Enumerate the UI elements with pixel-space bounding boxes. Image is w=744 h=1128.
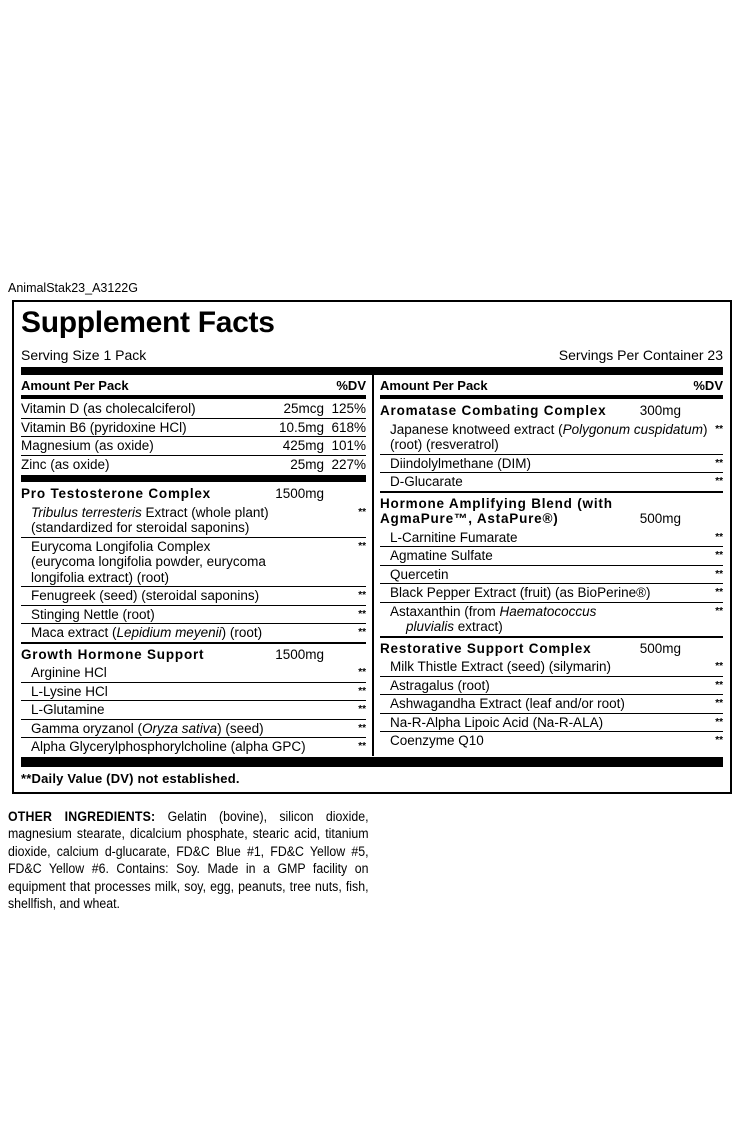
ingredient-name-line (380, 496, 625, 512)
ingredient-name (21, 684, 268, 700)
ingredient-name-line (390, 437, 625, 453)
name-text: L-Glutamine (31, 702, 105, 717)
ingredient-name-line (31, 625, 268, 641)
ingredient-name-line (31, 665, 268, 681)
ingredient-name-line (390, 530, 625, 546)
ingredient-name (380, 530, 625, 546)
ingredient-name-line (31, 554, 268, 570)
ingredient-name-line (390, 715, 625, 731)
name-text: Magnesium (as oxide) (21, 438, 154, 453)
dv-value: ** (715, 698, 723, 709)
nutrient-row (21, 400, 366, 418)
name-text: Coenzyme Q10 (390, 733, 484, 748)
amount-value: 1500mg (275, 646, 324, 662)
dv-value: ** (715, 457, 723, 469)
ingredient-name-line (390, 733, 625, 749)
latin-name: Tribulus terresteris (31, 504, 142, 520)
name-text: Diindolylmethane (DIM) (390, 455, 532, 471)
serving-info-row (21, 347, 723, 363)
ingredient-name-line (390, 585, 651, 601)
other-ingredients-text: Gelatin (bovine), silicon dioxide, magnesium stearate, dicalcium phosphate, stearic acid, titanium dioxide, calcium d-glucarate, FD&C Blue #1, FD&C Yellow #5, FD&C Yellow #6. Contains: Soy. Made in a GMP facility on equipment that processes milk, soy, egg, peanuts, tree nuts, fish, shellfish, and wheat. (8, 808, 369, 912)
facts-column-left (21, 375, 372, 756)
other-ingredients-label: OTHER INGREDIENTS: (8, 808, 156, 824)
dv-value: ** (715, 661, 723, 672)
name-text: Restorative Support Complex (380, 640, 592, 656)
ingredient-name (21, 607, 268, 623)
dv-value: ** (715, 735, 723, 746)
name-text: longifolia extract) (root) (31, 569, 170, 585)
latin-name: Haematococcus (499, 603, 597, 619)
name-text: ) (seed) (217, 720, 264, 736)
ingredient-name-line (31, 702, 268, 718)
latin-name: Polygonum cuspidatum (562, 421, 703, 437)
ingredient-name (21, 625, 268, 641)
ingredient-name (380, 641, 625, 657)
section-row (380, 636, 723, 659)
nutrient-row (21, 455, 366, 474)
name-text: Zinc (as oxide) (21, 456, 110, 472)
dv-value: ** (715, 550, 723, 561)
other-ingredients (8, 808, 369, 914)
ingredient-row (380, 421, 723, 454)
amount-value: 500mg (639, 511, 681, 526)
ingredient-name (21, 401, 268, 417)
dv-value: ** (358, 667, 366, 678)
latin-name: pluvialis (406, 619, 455, 634)
name-text: AgmaPure™, AstaPure®) (380, 511, 559, 526)
name-text: Vitamin D (as cholecalciferol) (21, 401, 196, 416)
panel-title: Supplement Facts (21, 306, 275, 339)
name-text: Eurycoma Longifolia Complex (31, 538, 211, 554)
ingredient-name-line (390, 567, 625, 583)
ingredient-name-line (390, 548, 625, 564)
ingredient-name (21, 588, 268, 604)
name-text: L-Carnitine Fumarate (390, 529, 518, 545)
name-text: (eurycoma longifolia powder, eurycoma (31, 554, 266, 569)
ingredient-name (21, 739, 306, 755)
section-divider-bar (380, 395, 723, 399)
dv-value: ** (358, 506, 366, 518)
ingredient-row (21, 664, 366, 682)
ingredient-name (21, 505, 268, 536)
dv-value: 125% (331, 401, 366, 416)
daily-value-footnote: **Daily Value (DV) not established. (21, 770, 240, 786)
latin-name: Oryza sativa (142, 720, 218, 736)
name-text: Gamma oryzanol ( (31, 720, 143, 736)
dv-value: ** (358, 627, 366, 638)
ingredient-name-line (21, 457, 268, 473)
ingredient-name (380, 604, 625, 635)
ingredient-row (21, 605, 366, 624)
ingredient-name-line (390, 659, 625, 675)
ingredient-name (380, 585, 651, 601)
name-text: Fenugreek (seed) (steroidal saponins) (31, 588, 260, 603)
ingredient-name (21, 539, 268, 586)
ingredient-name-line (390, 619, 625, 635)
ingredient-row (21, 537, 366, 587)
name-text: Astragalus (root) (390, 677, 490, 693)
name-text: ) (702, 421, 708, 437)
name-text: Alpha Glycerylphosphorylcholine (alpha GPC) (31, 739, 306, 754)
name-text: (standardized for steroidal saponins) (31, 520, 250, 535)
dv-value: ** (715, 587, 723, 598)
name-text: D-Glucarate (390, 474, 463, 489)
ingredient-row (21, 504, 366, 537)
dv-value: ** (715, 716, 723, 728)
ingredient-name-line (31, 570, 268, 586)
ingredient-name-line (21, 420, 268, 436)
section-row (21, 642, 366, 665)
name-text: Vitamin B6 (pyridoxine HCl) (21, 419, 187, 435)
ingredient-name (21, 420, 268, 436)
nutrient-row (21, 418, 366, 437)
ingredient-name-line (380, 641, 625, 657)
name-text: Stinging Nettle (root) (31, 606, 155, 622)
name-text: (root) (resveratrol) (390, 437, 499, 452)
dv-value: ** (358, 608, 366, 620)
product-code: AnimalStak23_A3122G (8, 281, 138, 295)
column-header (380, 375, 723, 395)
ingredient-name (21, 721, 268, 737)
dv-value: ** (358, 685, 366, 697)
ingredient-name (380, 456, 625, 472)
name-text: Growth Hormone Support (21, 646, 205, 662)
ingredient-name (21, 457, 268, 473)
ingredient-name (380, 733, 625, 749)
name-text: Pro Testosterone Complex (21, 486, 211, 501)
amount-value: 25mcg (283, 401, 324, 416)
name-text: Milk Thistle Extract (seed) (silymarin) (390, 659, 612, 674)
ingredient-name-line (31, 739, 306, 755)
supplement-facts-panel (12, 300, 732, 794)
name-text: Quercetin (390, 566, 449, 582)
name-text: extract) (454, 619, 503, 634)
column-header-amount-label: Amount Per Pack (380, 378, 488, 393)
dv-value: ** (715, 679, 723, 691)
servings-per-container: Servings Per Container 23 (558, 347, 723, 363)
ingredient-name-line (31, 520, 268, 536)
dv-value: ** (715, 605, 723, 617)
dv-value: ** (715, 531, 723, 543)
dv-value: ** (358, 540, 366, 552)
footer-divider-bar (21, 757, 723, 767)
dv-value: ** (715, 568, 723, 580)
section-divider-bar (21, 475, 366, 482)
ingredient-row (380, 472, 723, 491)
ingredient-name-line (31, 588, 268, 604)
name-text: Aromatase Combating Complex (380, 403, 607, 418)
dv-value: 227% (331, 456, 366, 472)
ingredient-name-line (21, 486, 268, 502)
ingredient-row (21, 700, 366, 719)
ingredient-name (21, 702, 268, 718)
ingredient-name (21, 438, 268, 454)
ingredient-name (380, 474, 625, 490)
column-header-dv-label: %DV (693, 378, 723, 393)
ingredient-row (380, 713, 723, 732)
ingredient-row (380, 658, 723, 676)
amount-value: 300mg (639, 403, 681, 418)
section-row (21, 483, 366, 504)
ingredient-name (380, 696, 625, 712)
name-text: Astaxanthin (from (390, 603, 500, 619)
facts-column-right (372, 375, 723, 756)
ingredient-row (380, 583, 723, 602)
ingredient-name-line (31, 539, 268, 555)
name-text: Na-R-Alpha Lipoic Acid (Na-R-ALA) (390, 714, 604, 730)
amount-value: 10.5mg (278, 419, 324, 435)
column-header (21, 375, 366, 395)
ingredient-name-line (31, 505, 268, 521)
name-text: L-Lysine HCl (31, 683, 108, 699)
section-divider-bar (21, 395, 366, 399)
ingredient-name-line (390, 678, 625, 694)
name-text: Maca extract ( (31, 625, 117, 640)
name-text: ) (root) (221, 625, 263, 640)
ingredient-name (380, 715, 625, 731)
dv-value: ** (358, 741, 366, 752)
name-text: Arginine HCl (31, 665, 107, 680)
dv-value: 618% (331, 419, 366, 435)
name-text: Extract (whole plant) (141, 504, 269, 520)
ingredient-name-line (390, 456, 625, 472)
ingredient-name-line (380, 511, 625, 527)
ingredient-row (380, 602, 723, 636)
serving-size: Serving Size 1 Pack (21, 347, 147, 363)
ingredient-name-line (380, 403, 625, 419)
facts-columns (21, 375, 723, 756)
ingredient-name-line (390, 474, 625, 490)
ingredient-row (380, 529, 723, 547)
ingredient-name (380, 548, 625, 564)
section-row (380, 491, 723, 529)
amount-value: 1500mg (275, 486, 324, 501)
ingredient-name-line (390, 604, 625, 620)
amount-value: 425mg (282, 438, 324, 453)
ingredient-name-line (31, 721, 268, 737)
ingredient-name (380, 496, 625, 527)
ingredient-name (21, 665, 268, 681)
name-text: Hormone Amplifying Blend (with (380, 495, 613, 511)
ingredient-row (380, 565, 723, 584)
dv-value: ** (358, 722, 366, 734)
ingredient-row (21, 586, 366, 605)
ingredient-name-line (21, 401, 268, 417)
name-text: Ashwagandha Extract (leaf and/or root) (390, 696, 625, 711)
name-text: Japanese knotweed extract ( (390, 421, 563, 437)
ingredient-row (380, 676, 723, 695)
ingredient-row (21, 737, 366, 756)
latin-name: Lepidium meyenii (116, 625, 222, 640)
ingredient-name (21, 647, 268, 663)
ingredient-name (380, 678, 625, 694)
ingredient-row (21, 719, 366, 738)
ingredient-name (380, 403, 625, 419)
amount-value: 500mg (639, 640, 681, 656)
name-text: Black Pepper Extract (fruit) (as BioPerine®) (390, 585, 651, 600)
ingredient-name (380, 421, 708, 453)
nutrient-row (21, 436, 366, 455)
ingredient-name (380, 659, 625, 675)
ingredient-name-line (21, 647, 268, 663)
ingredient-row (21, 682, 366, 701)
ingredient-row (21, 623, 366, 642)
ingredient-row (380, 546, 723, 565)
column-header-dv-label: %DV (336, 378, 366, 393)
dv-value: ** (715, 476, 723, 487)
ingredient-row (380, 694, 723, 713)
name-text: Agmatine Sulfate (390, 548, 493, 563)
ingredient-name (21, 486, 268, 502)
amount-value: 25mg (290, 456, 324, 472)
dv-value: ** (715, 423, 723, 435)
ingredient-name-line (390, 696, 625, 712)
column-header-amount-label: Amount Per Pack (21, 378, 129, 393)
ingredient-name-line (390, 421, 708, 438)
ingredient-row (380, 454, 723, 473)
header-divider-bar (21, 367, 723, 375)
ingredient-name (380, 567, 625, 583)
dv-value: ** (358, 590, 366, 601)
dv-value: 101% (331, 438, 366, 453)
ingredient-name-line (31, 684, 268, 700)
ingredient-name-line (31, 607, 268, 623)
ingredient-name-line (21, 438, 268, 454)
ingredient-row (380, 731, 723, 750)
dv-value: ** (358, 704, 366, 715)
section-row (380, 400, 723, 421)
